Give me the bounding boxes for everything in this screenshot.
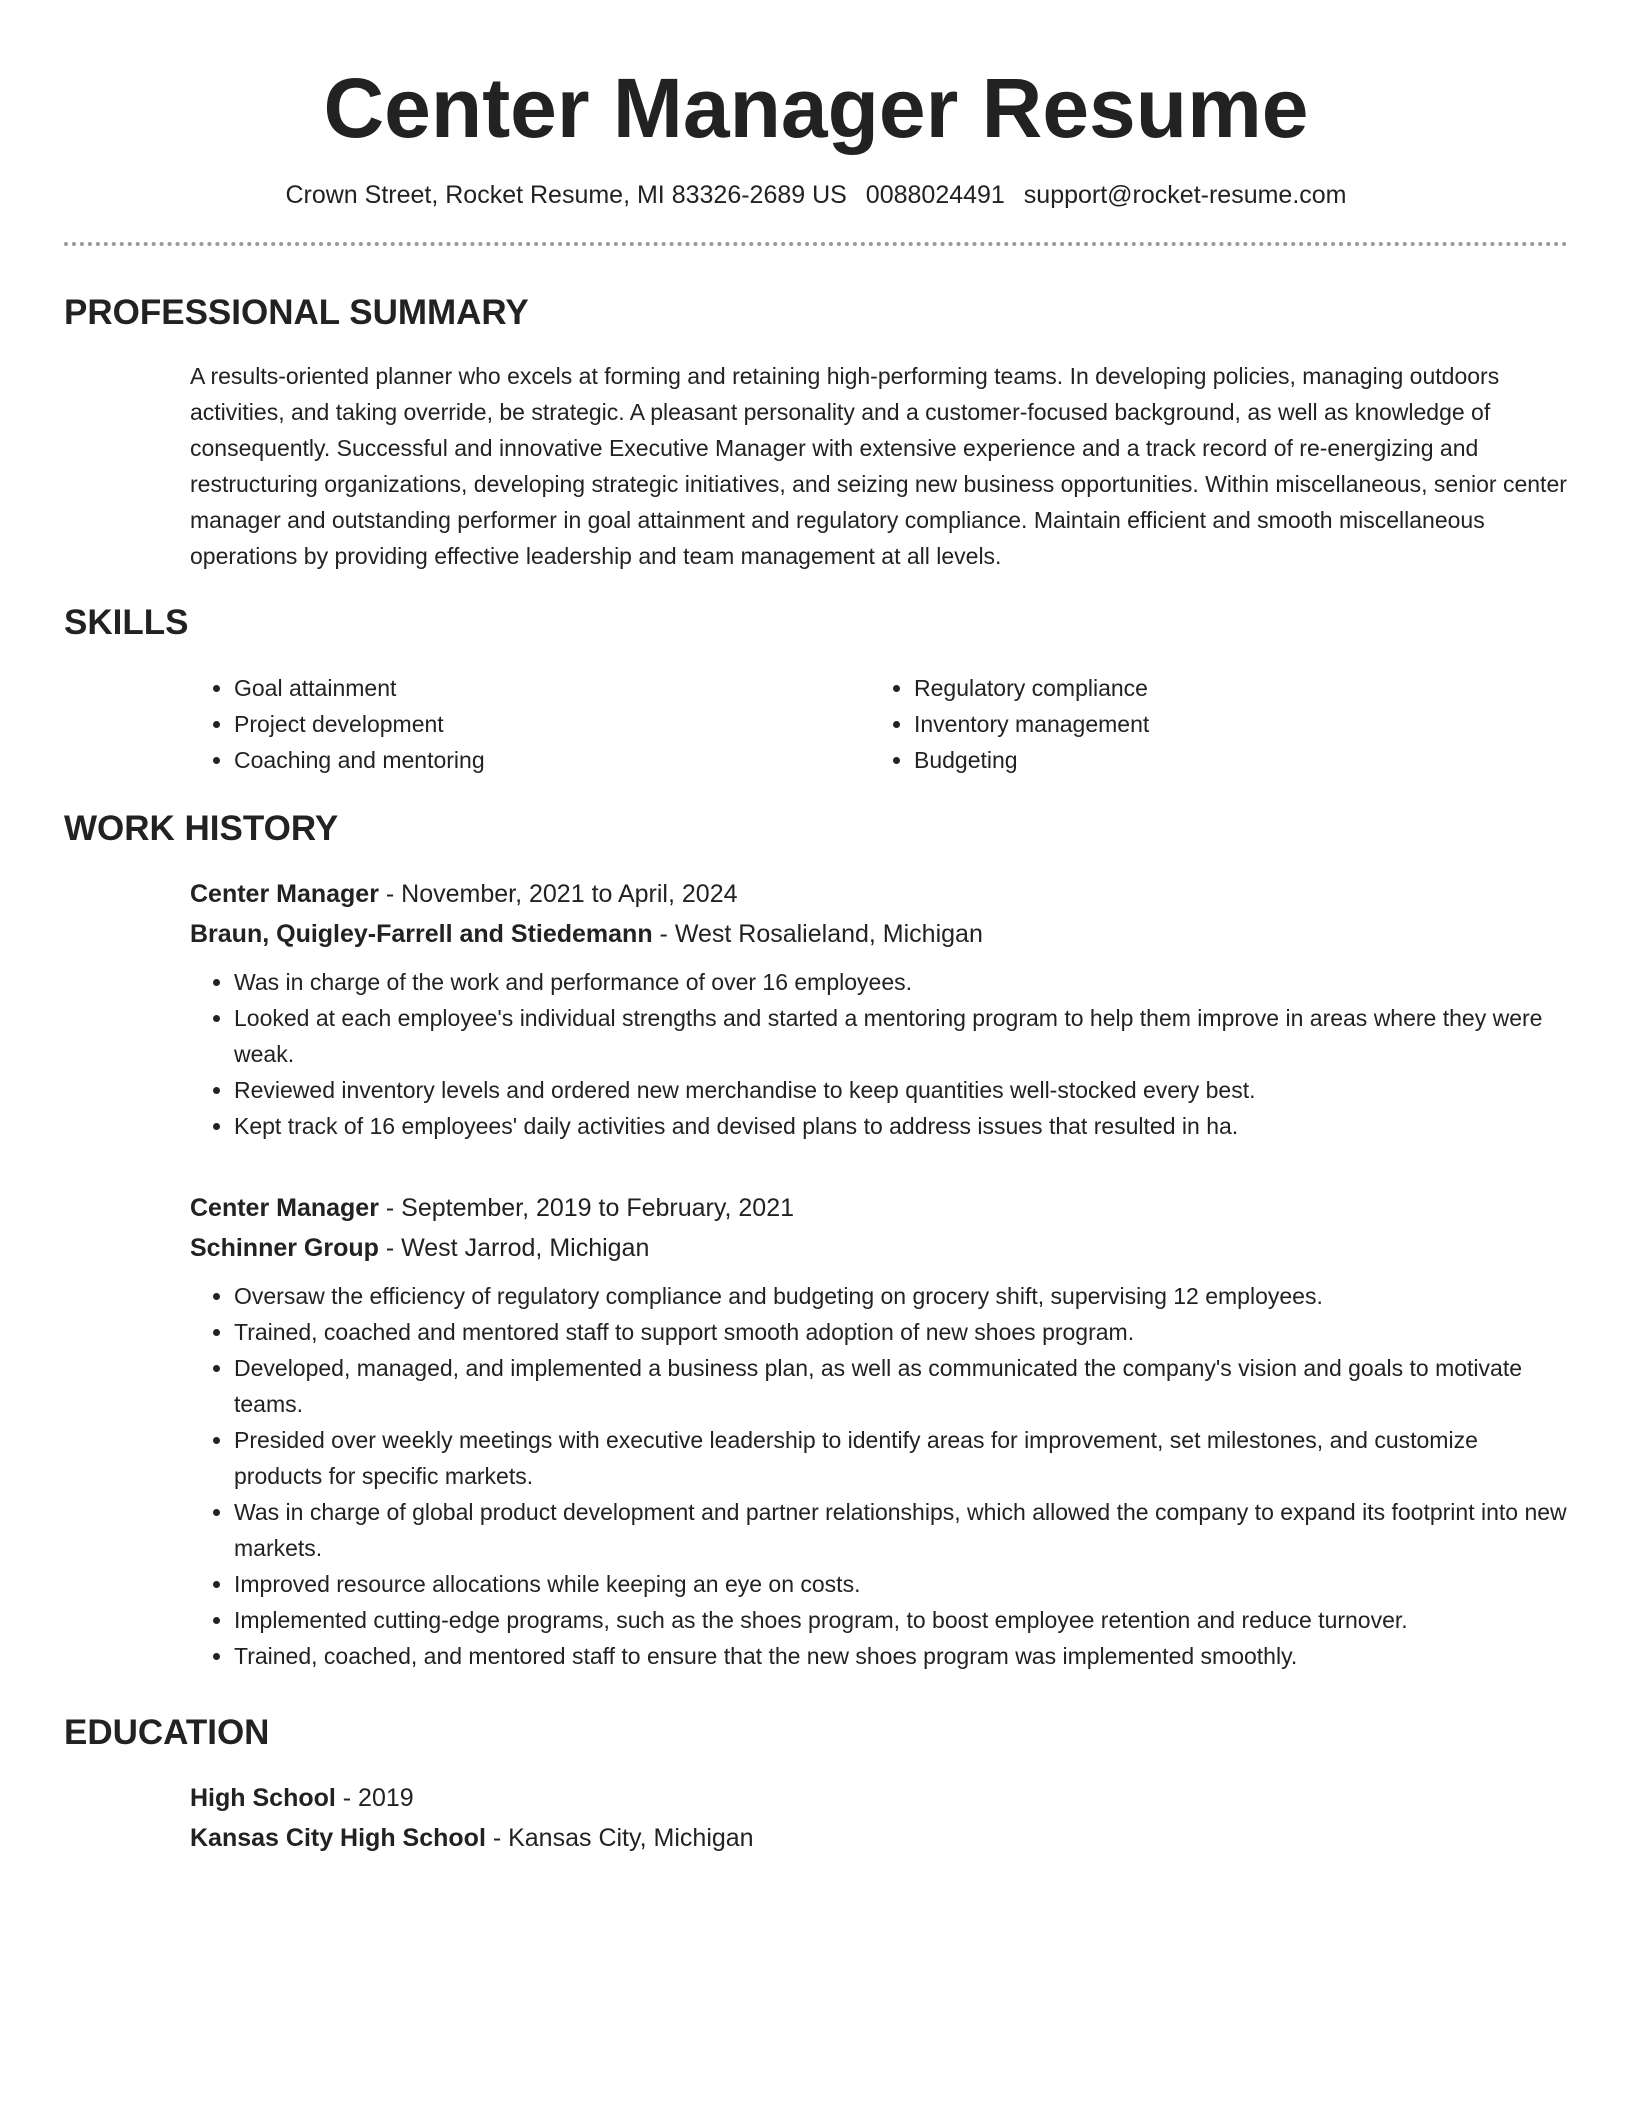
resume-page bbox=[64, 0, 1568, 1858]
job-company: Schinner Group bbox=[190, 1234, 379, 1262]
job-duty: • Improved resource allocations while keeping an eye on costs. bbox=[234, 1566, 1568, 1602]
job-duty: • Oversaw the efficiency of regulatory compliance and budgeting on grocery shift, supervising 12 employees. bbox=[234, 1278, 1568, 1314]
resume-title: Center Manager Resume bbox=[323, 61, 1309, 155]
job-duty: • Looked at each employee's individual strengths and started a mentoring program to help them improve in areas where they were weak. bbox=[234, 1000, 1568, 1072]
education-degree-line bbox=[190, 1778, 1568, 1818]
job-duty: • Kept track of 16 employees' daily activities and devised plans to address issues that resulted in ha. bbox=[234, 1108, 1568, 1144]
education-degree: High School bbox=[190, 1784, 336, 1812]
contact-line bbox=[64, 178, 1568, 212]
skills-column-left bbox=[190, 670, 870, 778]
job-duties bbox=[190, 964, 1568, 1144]
skill-item: • Goal attainment bbox=[234, 670, 870, 706]
job-dates: - September, 2019 to February, 2021 bbox=[378, 1194, 795, 1222]
job-company-line bbox=[190, 914, 1568, 954]
job-duty: • Developed, managed, and implemented a business plan, as well as communicated the company's vision and goals to motivate teams. bbox=[234, 1350, 1568, 1422]
education-school: Kansas City High School bbox=[190, 1824, 486, 1852]
header-divider bbox=[64, 242, 1568, 246]
skill-item: • Regulatory compliance bbox=[914, 670, 1550, 706]
job-company: Braun, Quigley-Farrell and Stiedemann bbox=[190, 920, 653, 948]
summary-text: A results-oriented planner who excels at forming and retaining high-performing teams. In developing policies, managing outdoors activities, and taking override, be strategic. A pleasant personality and a customer-focused background, as well as knowledge of consequently. Successful and innovative Executive Manager with extensive experience and a track record of re-energizing and restructuring organizations, developing strategic initiatives, and seizing new business opportunities. Within miscellaneous, senior center manager and outstanding performer in goal attainment and regulatory compliance. Maintain efficient and smooth miscellaneous operations by providing effective leadership and team management at all levels. bbox=[190, 363, 1567, 569]
job-dates: - November, 2021 to April, 2024 bbox=[378, 880, 738, 908]
skills-column-right bbox=[870, 670, 1550, 778]
job-duty: • Was in charge of the work and performance of over 16 employees. bbox=[234, 964, 1568, 1000]
contact-phone: 0088024491 bbox=[865, 181, 1005, 209]
skill-item: • Inventory management bbox=[914, 706, 1550, 742]
contact-address: Crown Street, Rocket Resume, MI 83326-2689 US bbox=[285, 181, 847, 209]
job-duty: • Reviewed inventory levels and ordered new merchandise to keep quantities well-stocked every best. bbox=[234, 1072, 1568, 1108]
skill-item: • Budgeting bbox=[914, 742, 1550, 778]
contact-email: support@rocket-resume.com bbox=[1023, 181, 1347, 209]
job-duty: • Trained, coached, and mentored staff to ensure that the new shoes program was implemented smoothly. bbox=[234, 1638, 1568, 1674]
summary-heading: PROFESSIONAL SUMMARY bbox=[64, 293, 529, 332]
skills-list bbox=[190, 670, 1568, 778]
job-location: - West Rosalieland, Michigan bbox=[652, 920, 983, 948]
job-entry bbox=[190, 874, 1568, 1144]
job-location: - West Jarrod, Michigan bbox=[378, 1234, 650, 1262]
work-heading: WORK HISTORY bbox=[64, 809, 339, 848]
education-location: - Kansas City, Michigan bbox=[485, 1824, 754, 1852]
education-year: - 2019 bbox=[335, 1784, 414, 1812]
job-duty: • Trained, coached and mentored staff to support smooth adoption of new shoes program. bbox=[234, 1314, 1568, 1350]
job-title: Center Manager bbox=[190, 1194, 379, 1222]
skill-item: • Project development bbox=[234, 706, 870, 742]
education-school-line bbox=[190, 1818, 1568, 1858]
job-entry bbox=[190, 1188, 1568, 1674]
job-duty: • Presided over weekly meetings with executive leadership to identify areas for improvement, set milestones, and customize products for specific markets. bbox=[234, 1422, 1568, 1494]
education-heading: EDUCATION bbox=[64, 1713, 270, 1752]
job-duties bbox=[190, 1278, 1568, 1674]
job-title-line bbox=[190, 874, 1568, 914]
skills-heading: SKILLS bbox=[64, 603, 189, 642]
job-company-line bbox=[190, 1228, 1568, 1268]
job-title: Center Manager bbox=[190, 880, 379, 908]
job-duty: • Was in charge of global product development and partner relationships, which allowed the company to expand its footprint into new markets. bbox=[234, 1494, 1568, 1566]
skill-item: • Coaching and mentoring bbox=[234, 742, 870, 778]
job-title-line bbox=[190, 1188, 1568, 1228]
education-entry bbox=[190, 1778, 1568, 1858]
job-duty: • Implemented cutting-edge programs, such as the shoes program, to boost employee retention and reduce turnover. bbox=[234, 1602, 1568, 1638]
